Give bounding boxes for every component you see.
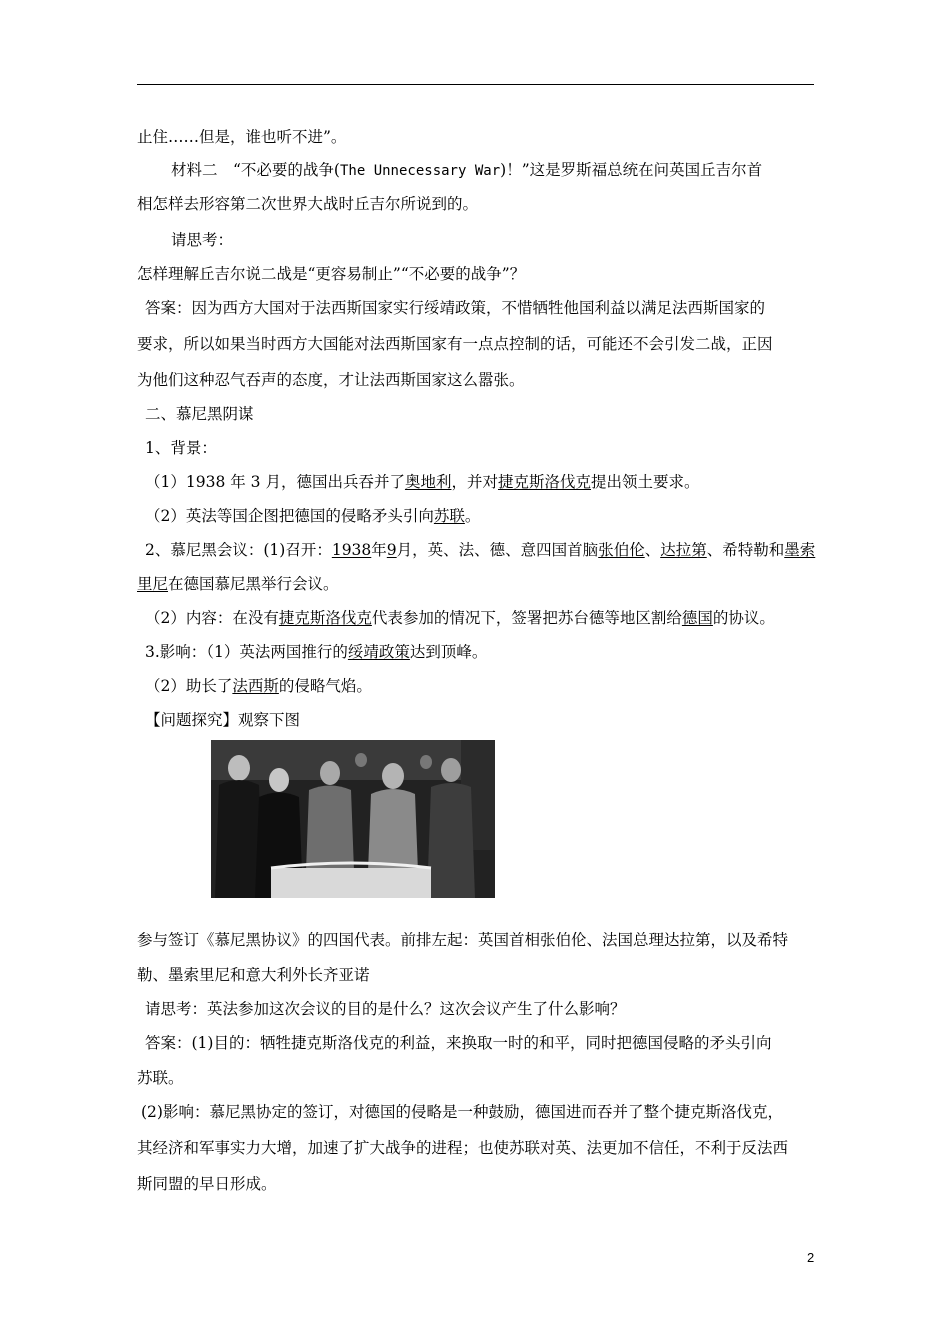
answer-line: 要求，所以如果当时西方大国能对法西斯国家有一点点控制的话，可能还不会引发二战，正因 <box>137 335 773 353</box>
page-number: 2 <box>807 1250 815 1265</box>
question-line: 怎样理解丘吉尔说二战是“更容易制止”“不必要的战争”？ <box>137 265 526 283</box>
material-two-line: 材料二 “不必要的战争(The Unnecessary War)！”这是罗斯福总统在问英国丘吉尔首 <box>171 161 763 179</box>
text-line: 止住……但是，谁也听不进”。 <box>137 128 347 146</box>
influence-line-2: （2）助长了法西斯的侵略气焰。 <box>145 677 372 695</box>
header-rule <box>137 84 814 85</box>
question-line: 请思考：英法参加这次会议的目的是什么？这次会议产生了什么影响？ <box>145 1000 626 1018</box>
content-line: （2）内容：在没有捷克斯洛伐克代表参加的情况下，签署把苏台德等地区割给德国的协议。 <box>145 609 775 627</box>
munich-conference-photo <box>211 740 495 898</box>
think-label: 请思考： <box>171 231 234 249</box>
answer-line: 答案：因为西方大国对于法西斯国家实行绥靖政策，不惜牺牲他国利益以满足法西斯国家的 <box>145 299 766 317</box>
section-heading: 二、慕尼黑阴谋 <box>145 405 254 423</box>
caption-line: 参与签订《慕尼黑协议》的四国代表。前排左起：英国首相张伯伦、法国总理达拉第，以及希特 <box>137 931 789 949</box>
answer-line: 答案：(1)目的：牺牲捷克斯洛伐克的利益，来换取一时的和平，同时把德国侵略的矛头引向 <box>145 1034 772 1052</box>
answer-line: 苏联。 <box>137 1069 184 1087</box>
answer-line: (2)影响：慕尼黑协定的签订，对德国的侵略是一种鼓励，德国进而吞并了整个捷克斯洛伐克， <box>141 1103 783 1121</box>
background-item-2: （2）英法等国企图把德国的侵略矛头引向苏联。 <box>145 507 481 525</box>
text-line: 相怎样去形容第二次世界大战时丘吉尔所说到的。 <box>137 195 479 213</box>
subsection-heading: 1、背景： <box>145 439 217 457</box>
answer-line: 斯同盟的早日形成。 <box>137 1175 277 1193</box>
answer-line: 其经济和军事实力大增，加速了扩大战争的进程；也使苏联对英、法更加不信任，不利于反法西 <box>137 1139 789 1157</box>
background-item-1: （1）1938 年 3 月，德国出兵吞并了奥地利，并对捷克斯洛伐克提出领土要求。 <box>145 473 700 491</box>
inquiry-heading: 【问题探究】观察下图 <box>145 711 301 729</box>
conference-line-cont: 里尼在德国慕尼黑举行会议。 <box>137 575 339 593</box>
conference-line: 2、慕尼黑会议：(1)召开：1938年9月，英、法、德、意四国首脑张伯伦、达拉第、希特勒和墨索 <box>145 541 816 559</box>
caption-line: 勒、墨索里尼和意大利外长齐亚诺 <box>137 966 370 984</box>
influence-line: 3.影响：（1）英法两国推行的绥靖政策达到顶峰。 <box>145 643 488 661</box>
answer-line: 为他们这种忍气吞声的态度，才让法西斯国家这么嚣张。 <box>137 371 525 389</box>
